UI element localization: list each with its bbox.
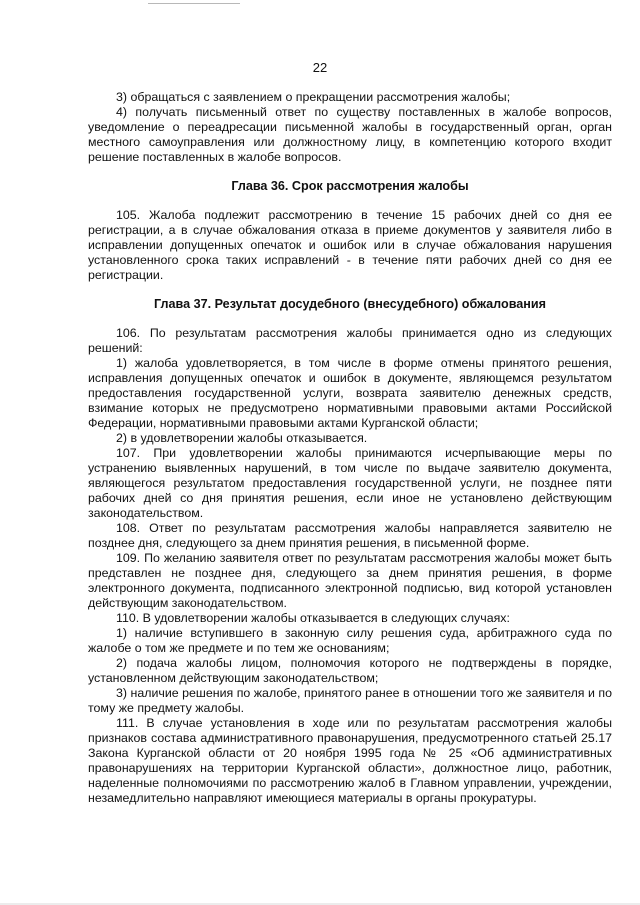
paragraph: 111. В случае установления в ходе или по результатам рассмотрения жалобы признаков состава административного правонарушения, предусмотренного статьей 25.17 Закона Курганской области от 20 ноября 1995 года № 25 «Об административных правонарушениях на территории Курганской области», должностное лицо, работник, наделенные полномочиями по рассмотрению жалоб в Главном управлении, учреждении, незамедлительно направляют имеющиеся материалы в органы прокуратуры.	[88, 716, 612, 805]
scan-artifact-line	[148, 3, 240, 4]
paragraph: 3) обращаться с заявлением о прекращении рассмотрения жалобы;	[116, 90, 511, 104]
paragraph: 106. По результатам рассмотрения жалобы принимается одно из следующих решений:	[88, 326, 612, 355]
paragraph: 3) наличие решения по жалобе, принятого ранее в отношении того же заявителя и по тому же предмету жалобы.	[88, 686, 612, 715]
paragraph: 1) жалоба удовлетворяется, в том числе в форме отмены принятого решения, исправления допущенных опечаток и ошибок в документе, являющемся результатом предоставления государственной услуги, возврата заявителю денежных средств, взимание которых не предусмотрено нормативными правовыми актами Российской Федерации, нормативными правовыми актами Курганской области;	[88, 356, 612, 430]
paragraph: 4) получать письменный ответ по существу поставленных в жалобе вопросов, уведомление о переадресации письменной жалобы в государственный орган, орган местного самоуправления или должностному лицу, в компетенцию которого входит решение поставленных в жалобе вопросов.	[88, 105, 612, 164]
paragraph: 110. В удовлетворении жалобы отказывается в следующих случаях:	[116, 611, 510, 625]
paragraph: 1) наличие вступившего в законную силу решения суда, арбитражного суда по жалобе о том же предмете и по тем же основаниям;	[88, 626, 612, 655]
paragraph: 2) подача жалобы лицом, полномочия которого не подтверждены в порядке, установленном действующим законодательством;	[88, 656, 612, 685]
paragraph: 105. Жалоба подлежит рассмотрению в течение 15 рабочих дней со дня ее регистрации, а в случае обжалования отказа в приеме документов у заявителя либо в исправлении допущенных опечаток и ошибок или в случае обжалования нарушения установленного срока таких исправлений - в течение пяти рабочих дней со дня ее регистрации.	[88, 208, 612, 282]
chapter-37-title: Глава 37. Результат досудебного (внесудебного) обжалования	[154, 297, 546, 311]
paragraph: 109. По желанию заявителя ответ по результатам рассмотрения жалобы может быть представлен не позднее дня, следующего за днем принятия решения, в форме электронного документа, подписанного электронной подписью, вид которой установлен действующим законодательством.	[88, 551, 612, 610]
chapter-36-title: Глава 36. Срок рассмотрения жалобы	[231, 179, 469, 193]
page-number: 22	[312, 60, 328, 75]
paragraph: 2) в удовлетворении жалобы отказывается.	[116, 431, 368, 445]
document-body	[88, 90, 612, 806]
paragraph: 108. Ответ по результатам рассмотрения жалобы направляется заявителю не позднее дня, следующего за днем принятия решения, в письменной форме.	[88, 521, 612, 550]
paragraph: 107. При удовлетворении жалобы принимаются исчерпывающие меры по устранению выявленных нарушений, в том числе по выдаче заявителю документа, являющегося результатом предоставления государственной услуги, не позднее пяти рабочих дней со дня принятия решения, если иное не установлено действующим законодательством.	[88, 446, 612, 520]
